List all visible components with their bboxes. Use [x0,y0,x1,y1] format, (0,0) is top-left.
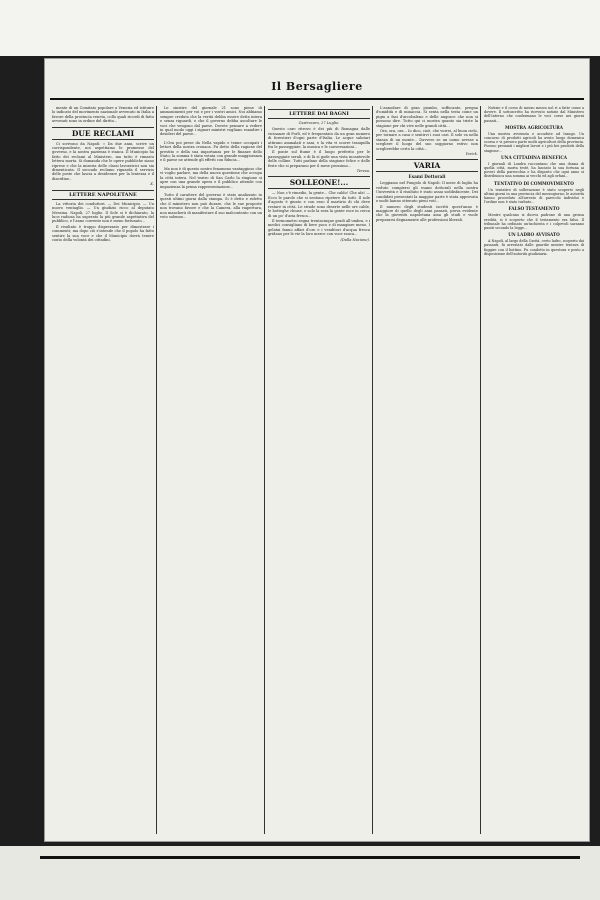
section-heading: VARIA [376,159,478,172]
article-signature: Yorick. [465,152,478,157]
article-text: Il termometro segna trentacinque gradi all'ombra, e i medici consigliano di bere poco e di mangiare meno. I gelatai fanno affari d'oro e i venditori d'acqua fresca gridano per le vie la loro merce con voce rauca... [268,218,370,237]
article-text: Un tentativo di sollevazione è stato scoperto negli ultimi giorni in una provincia del mezzogiorno; le autorità hanno proceduto all'arresto di parecchi individui e l'ordine non è stato turbato... [484,187,584,205]
bottom-rule [40,856,580,859]
article-text: Notizie e il corso di mezzo mezzo nol ri a fatte come a dovere. Il sottoscritto ha ricevuto notizie dal Ministero dell'Interno che confermano le voci corse nei giorni passati... [484,106,584,123]
article-signature: (Dalla Nazione). [340,237,370,242]
column-5 [484,106,584,834]
masthead-title: Il Bersagliere [271,80,363,93]
article-text: Una mostra avvenuta e accadute ad Inzago. Un concorso di prodotti agricoli ha avuto luogo domenica scorsa e vi presero parte molti agricoltori della provincia. Furono premiati i migliori lavori e i più bei prodotti della stagione... [484,131,584,153]
article-text: mente di un Comitato popolare a Venezia ed istituire lo indicato del movimento nazionale avvenuto in Italia a favore della provincia veneta, collo quali ricordi di fatto avvenuti sono in ordine del diritto... [52,106,154,124]
article-text: Il ponte sul fiume è il luogo preferito per le passeggiate serali, e di là si gode una vista incantevole delle colline. Tutti parlano della stagione felice e delle feste che si preparano per il mese prossimo... [268,150,370,168]
article-text: Mentre qualcuno si diceva padrone di una grossa eredità, si è scoperto che il testamento era falso. Il tribunale ha ordinato un'inchiesta e i colpevoli saranno puniti secondo la legge... [484,213,584,231]
column-2 [160,106,262,834]
column-rule [480,106,481,834]
article-text: L'Ora poi prese da Nella vapido e tenne occupati i lettori della nostra cronaca. Fu detto della ragione del prestito e della sua importanza per le finanze dello Stato; la somma è stata votata con grande maggioranza e il paese ne attende gli effetti con fiducia... [160,140,262,163]
section-heading: LETTERE NAPOLETANE [52,190,154,200]
column-rule [372,106,373,834]
column-4 [376,106,478,834]
article-text: I giornali di Londra raccontano che una donna di quella città, morta testè, ha lasciato la sua fortuna ai poveri della parrocchia e ha disposto che ogni anno si distribuisca una somma ai vecchi ed agli orfani... [484,161,584,179]
column-1 [52,106,154,834]
column-rule [264,106,265,834]
newspaper-page [44,58,590,842]
article-text: Ma non è di questo nostro fenomeno vantaggioso che vi voglio parlare, ma della nuova questione che occupa la città intera. Nel teatro di San Carlo la stagione si apre con una grande opera e il pubblico attende con impazienza la prima rappresentazione... [160,166,262,189]
dateline: Castrocaro, 27 Luglio. [298,121,340,125]
article-signature: X. [150,182,154,187]
subsection-heading: MOSTRA AGRICOLTURA [505,124,563,130]
article-text: Leggiamo nel Pungolo di Napoli: Il mese di luglio ha veduto compiersi gli esami dottorali nella nostra Università e il risultato è stato assai soddisfacente. Dei candidati presentati la maggior parte è stata approvata e molti hanno ottenuto pieni voti... [376,181,478,204]
article-text: Il numero degli studenti iscritti quest'anno è maggiore di quello degli anni passati, prova evidente che la gioventù napoletana ama gli studi e vuole prepararsi degnamente alle professioni liberali. [376,204,478,222]
subsection-heading: Esami Dottorali [408,174,446,180]
article-text: L'annodare di gran piombo, soffocante, pregna d'umidità e di minaccia. Si senta nella testa come un pigia a fasi d'arcobaleno e delle angosce che non si possono dire. Tutto qui ci mostra quanto sia triste la stagione per chi vive nelle grandi città... [376,106,478,128]
section-heading: DUE RECLAMI [52,127,154,140]
article-text: Ora, ora, ora... Io dico, cioè, che vorrei, al buon cielo, per tornare a casa e sentirvi i suoi cari. Il sole va nella stanza di un monte... Davvero se un uomo avesse a scegliere il luogo del suo soggiorno estivo non sceglierebbe certo la città... [376,129,478,151]
article-text: Le sinistre del giornale 21 sono piene di ammonimenti per voi e per i vostri amici. Noi abbiamo sempre creduto che la verità debba essere detta intera e senza riguardi, e che il governo debba ascoltare le voci che vengono dal paese. Dovete pensare a vedere in qual modo oggi i signori ministri vogliano esaudire i desideri del paese... [160,106,262,137]
column-rule [156,106,157,834]
article-text: Ci scrivono da Napoli: « Da due anni, scrive un corrispondente, noi aspettiamo le promesse del governo, e la nostra pazienza è stanca. Il Municipio ha fatto dei reclami al Ministero, ma tutto è rimasto lettera morta. Si domanda che le opere pubbliche siano riprese e che la miseria delle classi lavoratrici non sia dimenticata. Il secondo reclamo riguarda il servizio delle poste che lascia a desiderare per la lentezza e il disordine... [52,141,154,181]
article-text: A Napoli, al largo della Carità, certo ladro, scoperto dai passanti, fu arrestato dalle guardie mentre tentava di fuggire con il bottino. Fu condotto in questura e posto a disposizione dell'autorità giudiziaria. [484,239,584,256]
subsection-heading: FALSO TESTAMENTO [508,206,560,212]
section-heading: SOLLEONE!... [268,176,370,189]
scan-top-margin [0,0,600,56]
article-signature: Teresa. [356,169,370,174]
subsection-heading: UN LADRO AVVISATO [508,232,560,238]
article-text: Il risultato è troppo disprezzato per dimostrare i commenti; ma dopo ciò s'intende che il popolo ha fatto sentire la sua voce e che il Municipio dovrà tenere conto della volontà dei cittadini. [52,224,154,242]
article-text: Questo caro ritrovo è dei più di Romagna dalle vicinanze di Forlì, ed è frequentato da un gran numero di forestieri d'ogni parte d'Italia. Le acque salutari attirano ammalati e sani, e la vita vi scorre tranquilla fra le passeggiate, la musica e le conversazioni... [268,127,370,150]
masthead-rule [50,98,584,100]
article-text: La vittoria dei conduttori. — Dei Municipio. — Un nuovo ventaglio. — Un giudizio ricco al deputato Messina. Napoli, 27 luglio. Il Sole si è dichiarato, la luce radiosa ha superato la più grande aspettativa del pubblico, e l'anno corrente non è meno fortunato... [52,201,154,224]
subsection-heading: UNA CITTADINA BENEFICA [501,154,567,160]
subsection-heading: TENTATIVO DI COMMOVIMENTO [494,180,574,186]
column-3 [268,106,370,834]
article-text: — Non c'è rimedio, la gente... Che caldo! Che afa! — Ecco le parole che si sentono ripetere da tutti. Il sole d'agosto è giunto e con esso il martirio di chi deve restare in città. Le strade sono deserte nelle ore calde, le botteghe chiuse, e solo la sera la gente esce in cerca di un po' d'aria fresca... [268,191,370,218]
section-heading: LETTERE DAI BAGNI [268,109,370,119]
scan-bottom-margin [0,846,600,900]
article-text: Tutto il carattere del governo è stato analizzato in questi ultimi giorni dalla stampa. Si è detto e ridetto che il ministero non può durare, che le sue proposte non trovano favore e che la Camera, alla riapertura, non mancherà di manifestare il suo malcontento con un voto solenne... [160,192,262,219]
